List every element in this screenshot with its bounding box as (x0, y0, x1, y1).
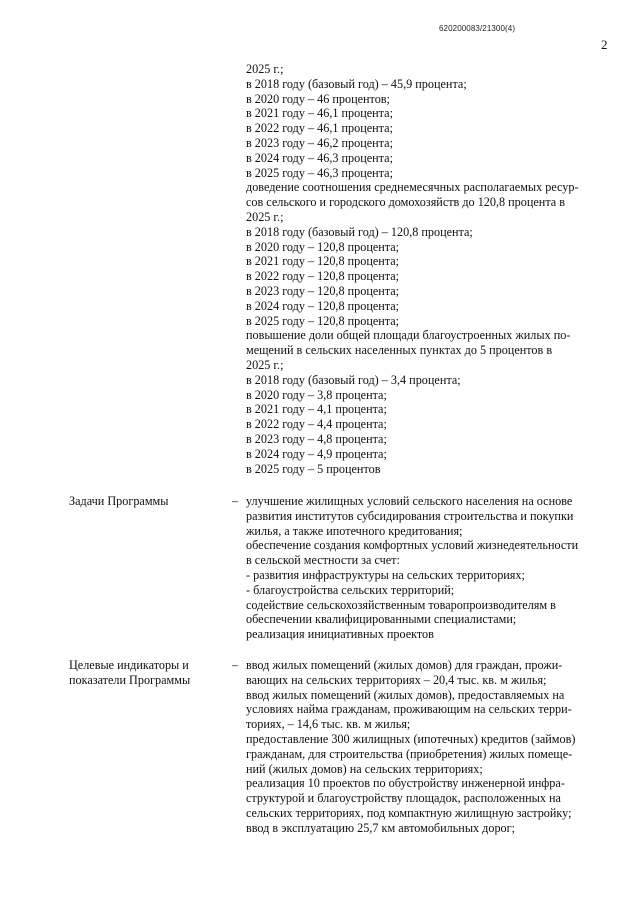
text-line: вающих на сельских территориях – 20,4 тыс. кв. м жилья; (246, 672, 547, 687)
tasks-body (246, 494, 578, 642)
text-line: 2025 г.; (246, 357, 284, 372)
text-line: условиях найма гражданам, проживающим на сельских терри- (246, 702, 572, 717)
text-line: реализация инициативных проектов (246, 627, 434, 642)
text-line: в 2023 году – 46,2 процента; (246, 135, 393, 150)
indicators-label (69, 658, 190, 688)
text-line: 2025 г.; (246, 62, 284, 76)
text-line: в 2018 году (базовый год) – 120,8 процента; (246, 224, 473, 239)
text-line: в 2023 году – 120,8 процента; (246, 283, 400, 298)
text-line: обеспечении квалифицированными специалистами; (246, 612, 517, 627)
text-line: ввод жилых помещений (жилых домов), предоставляемых на (246, 687, 565, 702)
goals-continuation (246, 62, 579, 476)
indicators-body (246, 658, 575, 836)
text-line: ввод в эксплуатацию 25,7 км автомобильных дорог; (246, 820, 516, 835)
text-line: в 2025 году – 5 процентов (246, 461, 381, 476)
text-line: ториях, – 14,6 тыс. кв. м жилья; (246, 717, 411, 732)
text-line: в 2024 году – 46,3 процента; (246, 150, 393, 165)
text-line: сов сельского и городского домохозяйств до 120,8 процента в (246, 195, 566, 210)
text-line: в 2024 году – 120,8 процента; (246, 298, 400, 313)
indicators-dash: – (232, 658, 239, 672)
text-line: реализация 10 проектов по обустройству инженерной инфра- (246, 776, 565, 791)
text-line: структурой и благоустройству площадок, расположенных на (246, 791, 561, 806)
tasks-dash: – (232, 494, 239, 508)
text-line: в сельской местности за счет: (246, 553, 400, 568)
text-line: сельских территориях, под компактную жилищную застройку; (246, 805, 572, 820)
text-line: содействие сельскохозяйственным товаропроизводителям в (246, 597, 556, 612)
text-line: развития институтов субсидирования строительства и покупки (246, 508, 574, 523)
text-line: ний (жилых домов) на сельских территориях; (246, 761, 483, 776)
text-line: в 2018 году (базовый год) – 45,9 процента; (246, 76, 467, 91)
text-line: в 2022 году – 46,1 процента; (246, 121, 393, 136)
text-line: 2025 г.; (246, 209, 284, 224)
tasks-label (69, 494, 168, 509)
section-label-line: Задачи Программы (69, 494, 169, 508)
text-line: улучшение жилищных условий сельского населения на основе (246, 494, 573, 508)
text-line: доведение соотношения среднемесячных располагаемых ресур- (246, 180, 579, 195)
text-line: в 2020 году – 3,8 процента; (246, 387, 387, 402)
text-line: в 2025 году – 46,3 процента; (246, 165, 393, 180)
text-line: в 2021 году – 120,8 процента; (246, 254, 400, 269)
text-line: в 2022 году – 4,4 процента; (246, 417, 387, 432)
section-label-line: Целевые индикаторы и (69, 658, 189, 672)
document-code: 620200083/21300(4) (439, 24, 516, 33)
text-line: ввод жилых помещений (жилых домов) для граждан, прожи- (246, 658, 563, 672)
text-line: в 2021 году – 4,1 процента; (246, 402, 387, 417)
text-line: гражданам, для строительства (приобретения) жилых помеще- (246, 746, 573, 761)
text-line: в 2025 году – 120,8 процента; (246, 313, 400, 328)
text-line: повышение доли общей площади благоустроенных жилых по- (246, 328, 571, 343)
text-line: в 2020 году – 120,8 процента; (246, 239, 400, 254)
text-line: предоставление 300 жилищных (ипотечных) кредитов (займов) (246, 731, 576, 746)
text-line: - развития инфраструктуры на сельских территориях; (246, 567, 525, 582)
page-number: 2 (601, 37, 608, 52)
text-line: в 2023 году – 4,8 процента; (246, 431, 387, 446)
text-line: в 2018 году (базовый год) – 3,4 процента; (246, 372, 461, 387)
text-line: - благоустройства сельских территорий; (246, 582, 455, 597)
text-line: мещений в сельских населенных пунктах до 5 процентов в (246, 343, 553, 358)
text-line: в 2021 году – 46,1 процента; (246, 106, 393, 121)
text-line: жилья, а также ипотечного кредитования; (246, 523, 463, 538)
text-line: обеспечение создания комфортных условий жизнедеятельности (246, 538, 579, 553)
section-label-line: показатели Программы (69, 672, 191, 687)
text-line: в 2022 году – 120,8 процента; (246, 269, 400, 284)
text-line: в 2024 году – 4,9 процента; (246, 446, 387, 461)
text-line: в 2020 году – 46 процентов; (246, 91, 390, 106)
